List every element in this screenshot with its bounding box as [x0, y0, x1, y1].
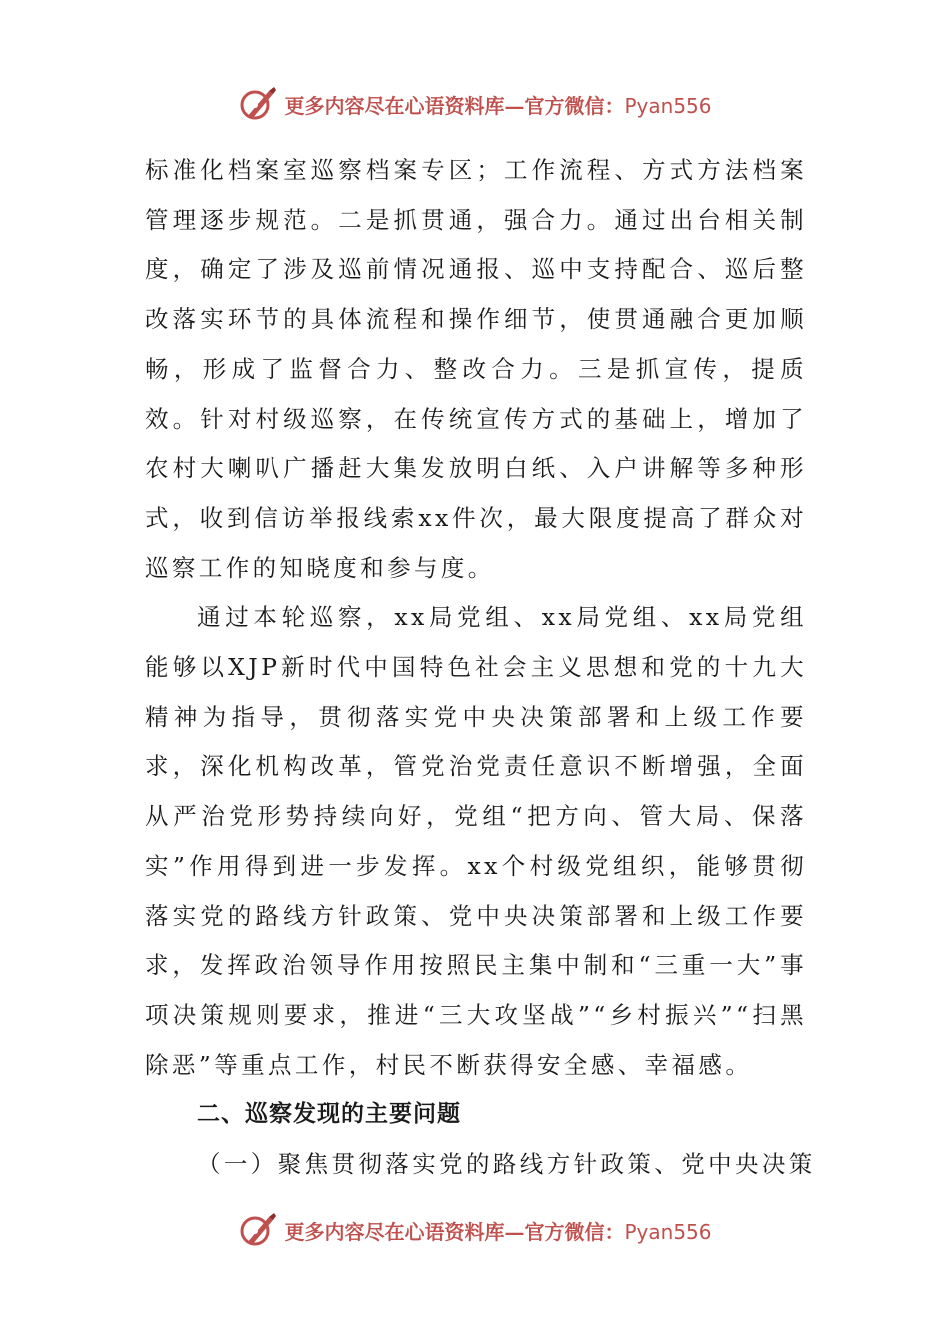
watermark-text: 更多内容尽在心语资料库—官方微信：Pyan556 [284, 1219, 712, 1244]
section-heading: 二、巡察发现的主要问题 [197, 1101, 461, 1128]
document-body [145, 146, 816, 1190]
paragraph: 通过本轮巡察，xx局党组、xx局党组、xx局党组能够以XJP新时代中国特色社会主义思想和党的十九大精神为指导，贯彻落实党中央决策部署和上级工作要求，深化机构改革，管党治党责任意识不断增强，全面从严治党形势持续向好，党组“把方向、管大局、保落实”作用得到进一步发挥。xx个村级党组织，能够贯彻落实党的路线方针政策、党中央决策部署和上级工作要求，发挥政治领导作用按照民主集中制和“三重一大”事项决策规则要求，推进“三大攻坚战”“乡村振兴”“扫黑除恶”等重点工作，村民不断获得安全感、幸福感。 [145, 603, 807, 1079]
paragraph: 标准化档案室巡察档案专区；工作流程、方式方法档案管理逐步规范。二是抓贯通，强合力。通过出台相关制度，确定了涉及巡前情况通报、巡中支持配合、巡后整改落实环节的具体流程和操作细节，使贯通融合更加顺畅，形成了监督合力、整改合力。三是抓宣传，提质效。针对村级巡察，在传统宣传方式的基础上，增加了农村大喇叭广播赶大集发放明白纸、入户讲解等多种形式，收到信访举报线索xx件次，最大限度提高了群众对巡察工作的知晓度和参与度。 [145, 156, 807, 582]
subsection-heading: （一）聚焦贯彻落实党的路线方针政策、党中央决策 [197, 1150, 816, 1179]
watermark-text: 更多内容尽在心语资料库—官方微信：Pyan556 [284, 93, 712, 118]
footer-watermark [0, 1208, 950, 1252]
pen-nib-logo-icon [238, 84, 278, 124]
header-watermark [0, 82, 950, 126]
pen-nib-logo-icon [238, 1210, 278, 1250]
